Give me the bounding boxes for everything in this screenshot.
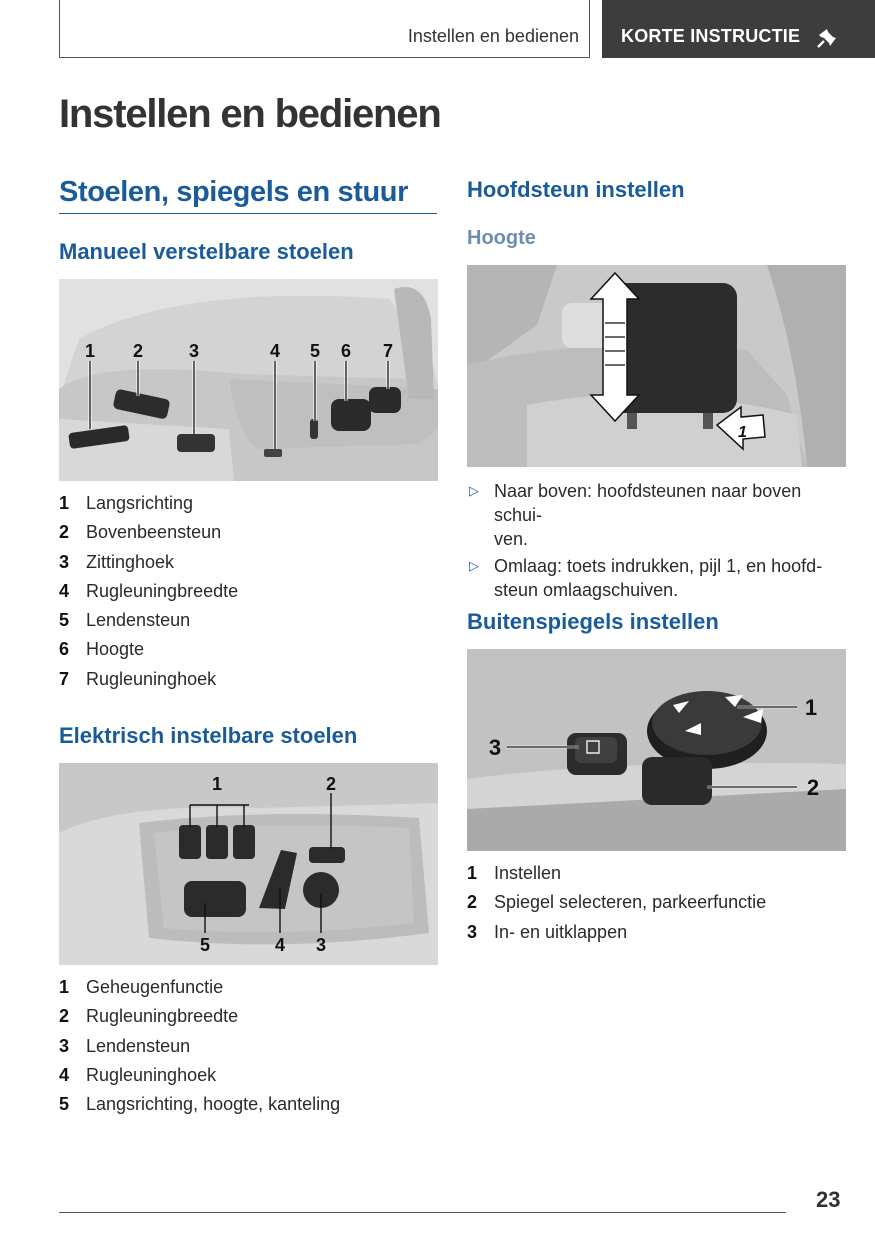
list-item: 3 Zittinghoek: [59, 551, 175, 572]
manual-seats-heading: Manueel verstelbare stoelen: [59, 239, 354, 264]
header-frame: [59, 0, 590, 58]
headrest-bullets: [467, 479, 847, 605]
callout-2: 2: [806, 775, 820, 800]
callout-7: 7: [382, 341, 394, 361]
electric-seat-image: [59, 763, 438, 965]
electric-seats-heading: Elektrisch instelbare stoelen: [59, 723, 358, 748]
manual-seat-image: [59, 279, 438, 481]
list-item: 4 Rugleuningbreedte: [59, 580, 239, 601]
list-item: 2 Rugleuningbreedte: [59, 1006, 239, 1027]
list-item: 2 Bovenbeensteun: [59, 522, 222, 543]
list-item: 7 Rugleuninghoek: [59, 668, 217, 689]
list-item: 5 Lendensteun: [59, 610, 191, 631]
section-heading-rule: [59, 213, 437, 214]
pin-icon: [816, 27, 838, 49]
headrest-subheading: Hoogte: [467, 227, 536, 249]
list-item: 1 Langsrichting: [59, 493, 194, 513]
list-item: ▷ Naar boven: hoofdsteunen naar boven schui- ven.: [469, 481, 802, 549]
callout-1: 1: [211, 774, 223, 794]
page-number: 23: [816, 1187, 841, 1212]
headrest-heading: Hoofdsteun instellen: [467, 177, 685, 202]
callout-2: 2: [325, 774, 337, 794]
callout-1: 1: [804, 695, 818, 720]
manual-seats-list: [59, 493, 238, 698]
mirrors-heading: Buitenspiegels instellen: [467, 609, 719, 634]
headrest-callout-1: 1: [738, 424, 747, 441]
callout-5: 5: [199, 935, 211, 955]
header-tab[interactable]: [602, 0, 875, 58]
headrest-image: [467, 265, 846, 467]
electric-seats-list: [59, 977, 340, 1123]
callout-3: 3: [315, 935, 327, 955]
page-title: Instellen en bedienen: [59, 92, 441, 136]
callout-6: 6: [340, 341, 352, 361]
callout-4: 4: [269, 341, 281, 361]
list-item: 6 Hoogte: [59, 639, 145, 660]
mirror-control-image: [467, 649, 846, 851]
list-item: ▷ Omlaag: toets indrukken, pijl 1, en hoofd- steun omlaagschuiven.: [469, 556, 823, 600]
callout-3: 3: [188, 341, 200, 361]
list-item: 2 Spiegel selecteren, parkeerfunctie: [467, 892, 767, 913]
list-item: 3 Lendensteun: [59, 1035, 191, 1056]
section-heading: Stoelen, spiegels en stuur: [59, 176, 408, 208]
list-item: 5 Langsrichting, hoogte, kanteling: [59, 1094, 341, 1115]
list-item: 4 Rugleuninghoek: [59, 1064, 217, 1085]
header-tab-label: KORTE INSTRUCTIE: [621, 26, 801, 46]
header-section-title: Instellen en bedienen: [407, 26, 579, 46]
callout-5: 5: [309, 341, 321, 361]
callout-3: 3: [488, 735, 502, 760]
callout-4: 4: [274, 935, 286, 955]
callout-1: 1: [84, 341, 96, 361]
mirrors-list: [467, 863, 766, 951]
callout-2: 2: [132, 341, 144, 361]
list-item: 1 Geheugenfunctie: [59, 977, 224, 997]
list-item: 3 In- en uitklappen: [467, 921, 628, 942]
footer-rule: [59, 1212, 786, 1213]
list-item: 1 Instellen: [467, 863, 562, 883]
